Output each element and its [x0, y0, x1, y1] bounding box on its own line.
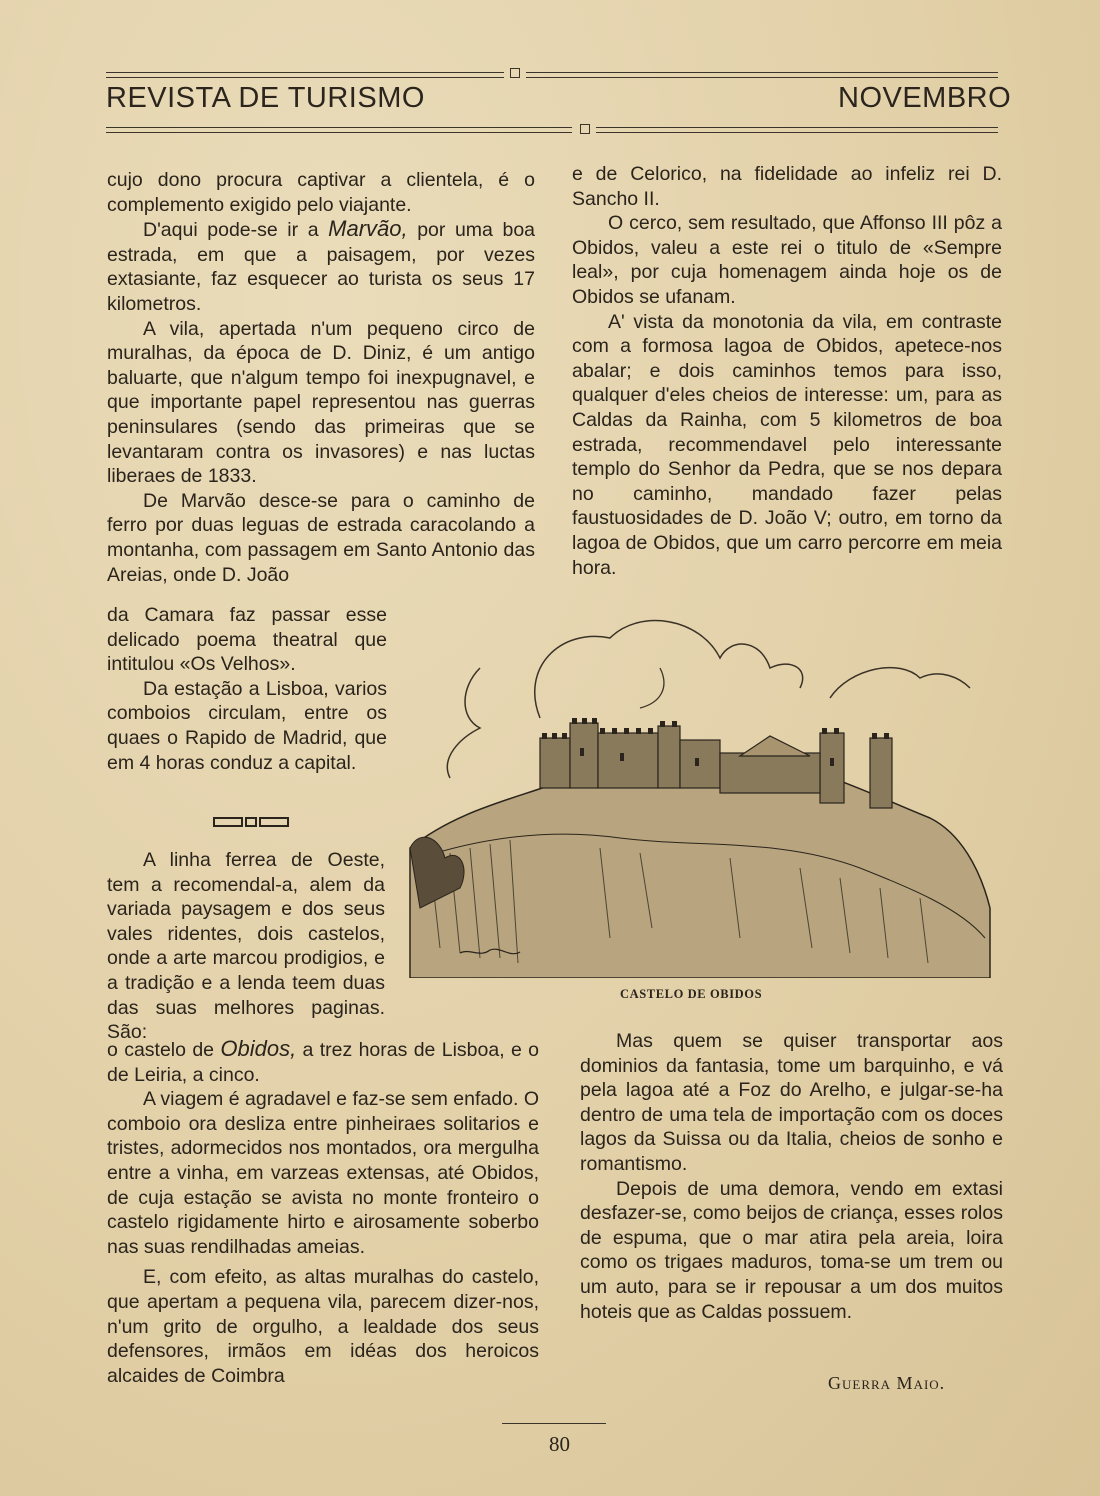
header-square-top: [510, 68, 520, 78]
place-name-obidos: Obidos,: [220, 1036, 297, 1061]
paragraph: [107, 1037, 539, 1087]
section-ornament: [213, 815, 289, 829]
paragraph: Depois de uma demora, vendo em extasi desfazer-se, como beijos de criança, esses rolos de espuma, que o mar atira pela areia, loira como os trigaes maduros, toma-se um trem ou um auto, para se ir repousar a um dos muitos hoteis que as Caldas possuem.: [580, 1177, 1003, 1323]
left-column-narrow-1: [107, 603, 387, 775]
paragraph: A vila, apertada n'um pequeno circo de muralhas, da época de D. Diniz, é um antigo baluarte, que n'algum tempo foi inexpugnavel, e que importante papel representou nas guerras peninsulares (sendo das primeiras que se levantaram contra os invasores) e nas luctas liberaes de 1833.: [107, 317, 535, 488]
month-label: NOVEMBRO: [838, 82, 1012, 114]
text: D'aqui pode-se ir a: [143, 219, 329, 242]
right-column-bottom: [580, 1029, 1003, 1324]
header-top-rule-left-2: [106, 77, 504, 78]
header-square-bottom: [580, 124, 590, 134]
header-bottom-rule-left-2: [106, 132, 572, 133]
illustration-caption: CASTELO DE OBIDOS: [620, 987, 763, 1001]
header-bottom-rule-right: [596, 127, 998, 128]
paragraph: cujo dono procura captivar a clientela, é o complemento exigido pelo viajante.: [107, 169, 535, 216]
author-signature: Guerra Maio.: [828, 1373, 946, 1393]
paragraph: Da estação a Lisboa, varios comboios circulam, entre os quaes o Rapido de Madrid, que em 4 horas conduz a capital.: [107, 677, 387, 774]
paragraph: A' vista da monotonia da vila, em contraste com a formosa lagoa de Obidos, apetece-nos abalar; e dois caminhos temos para isso, qualquer d'eles cheios de interesse: um, para as Caldas da Rainha, com 5 kilometros de boa estrada, recommendavel pelo interessante templo do Senhor da Pedra, que se nos depara no caminho, mandado fazer pelas faustuosidades de D. João V; outro, em torno da lagoa de Obidos, que um carro percorre em meia hora.: [572, 310, 1002, 579]
header-top-rule-right-2: [526, 77, 998, 78]
text: a trez horas de Lisboa, e o de Leiria, a cinco.: [107, 1039, 539, 1086]
paragraph: Mas quem se quiser transportar aos dominios da fantasia, tome um barquinho, e vá pela lagoa até a Foz do Arelho, e julgar-se-ha dentro de uma tela de importação com os doces lagos da Suissa ou da Italia, cheios de sonho e romantismo.: [580, 1030, 1003, 1175]
text: por uma boa estrada, em que a paisagem, por vezes extasiante, faz esquecer ao turista os seus 17 kilometros.: [107, 219, 536, 315]
header-top-rule-left: [106, 72, 504, 73]
page-number-rule: [502, 1423, 606, 1424]
header-bottom-rule-left: [106, 127, 572, 128]
left-column-top: [107, 168, 535, 587]
text: o castelo de: [107, 1039, 221, 1061]
paragraph: A viagem é agradavel e faz-se sem enfado. O comboio ora desliza entre pinheiraes solitarios e tristes, adormecidos nos montados, ora mergulha entre a vinha, em varzeas extensas, até Obidos, de cuja estação se avista no monte fronteiro o castelo rigidamente hirto e airosamente soberbo nas suas rendilhadas ameias.: [107, 1088, 539, 1258]
paragraph: [107, 217, 535, 316]
left-column-narrow-2: [107, 848, 385, 1045]
paragraph: E, com efeito, as altas muralhas do castelo, que apertam a pequena vila, parecem dizer-nos, n'um grito de orgulho, a lealdade dos seus defensores, irmãos em idéas dos heroicos alcaides de Coimbra: [107, 1266, 539, 1387]
paragraph: e de Celorico, na fidelidade ao infeliz rei D. Sancho II.: [572, 163, 1002, 210]
header-bottom-rule-right-2: [596, 132, 998, 133]
right-column-top: [572, 162, 1002, 580]
header-top-rule-right: [526, 72, 998, 73]
page-number: 80: [549, 1432, 570, 1456]
magazine-title: REVISTA DE TURISMO: [106, 82, 425, 114]
paragraph: O cerco, sem resultado, que Affonso III pôz a Obidos, valeu a este rei o titulo de «Sempre leal», por cuja homenagem ainda hoje os de Obidos se ufanam.: [572, 212, 1002, 308]
place-name-marvao: Marvão,: [328, 216, 408, 242]
paragraph: De Marvão desce-se para o caminho de ferro por duas leguas de estrada caracolando a montanha, com passagem em Santo Antonio das Areias, onde D. João: [107, 489, 535, 586]
paragraph: A linha ferrea de Oeste, tem a recomendal-a, alem da variada paysagem e dos seus vales ridentes, dois castelos, onde a arte marcou prodigios, e a tradição e a lenda teem duas das suas melhores paginas. São:: [107, 849, 385, 1044]
paragraph: da Camara faz passar esse delicado poema theatral que intitulou «Os Velhos».: [107, 604, 387, 676]
left-column-bottom: [107, 1037, 539, 1388]
castle-illustration: [400, 608, 1000, 978]
